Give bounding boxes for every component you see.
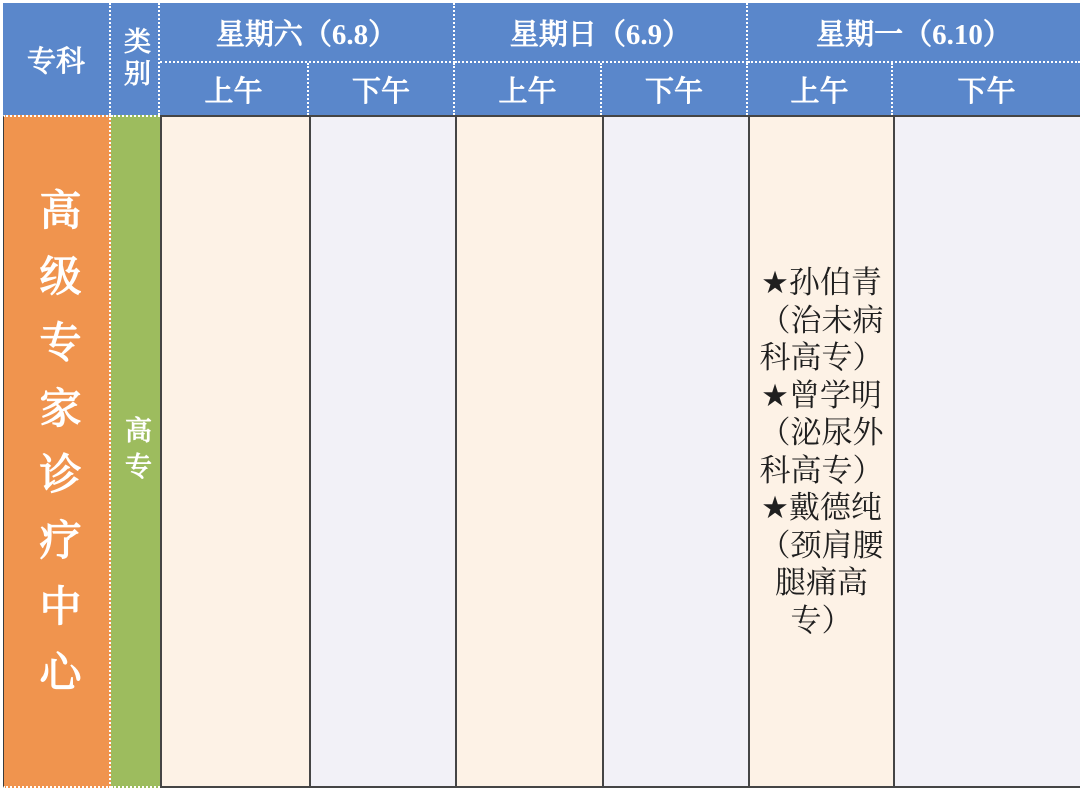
specialty-row-label: 高级专家诊疗中心	[33, 187, 80, 716]
schedule-cell-monday-pm	[893, 115, 1080, 788]
doctor-line: 腿痛高	[775, 565, 868, 600]
schedule-cell-sunday-pm	[602, 115, 748, 788]
corner-specialty-label: 专科	[26, 45, 85, 78]
doctor-line: ★曾学明	[761, 377, 882, 413]
category-row-label: 高专	[121, 415, 151, 488]
schedule-table	[3, 3, 1080, 788]
doctor-line: （颈肩腰	[759, 527, 884, 563]
period-label: 上午	[498, 75, 557, 108]
period-header-sunday-am	[455, 63, 602, 115]
doctor-line: （治未病	[759, 302, 884, 338]
schedule-cell-sunday-am	[455, 115, 602, 788]
day-header-saturday-label: 星期六（6.8）	[215, 18, 398, 51]
period-label: 下午	[351, 75, 410, 108]
day-header-monday-label: 星期一（6.10）	[816, 18, 1012, 51]
period-header-monday-pm	[893, 63, 1080, 115]
doctor-line: ★戴德纯	[761, 490, 882, 525]
period-label: 下午	[957, 75, 1016, 108]
period-header-saturday-am	[160, 63, 309, 115]
corner-specialty-header	[3, 3, 111, 115]
doctor-line: 专）	[790, 602, 853, 638]
period-label: 上午	[204, 75, 263, 108]
doctor-line: 科高专）	[759, 452, 884, 488]
corner-category-label: 类别	[120, 27, 150, 91]
period-header-saturday-pm	[309, 63, 455, 115]
specialty-row-header	[3, 115, 111, 788]
corner-category-header	[111, 3, 160, 115]
schedule-cell-monday-am	[748, 115, 893, 788]
doctor-list	[760, 264, 884, 639]
period-header-monday-am	[748, 63, 893, 115]
schedule-cell-saturday-pm	[309, 115, 455, 788]
day-header-sunday-label: 星期日（6.9）	[509, 18, 692, 51]
day-header-sunday	[455, 3, 748, 63]
doctor-line: （泌尿外	[759, 415, 884, 450]
doctor-line: ★孙伯青	[761, 265, 882, 300]
day-header-saturday	[160, 3, 455, 63]
doctor-line: 科高专）	[759, 340, 884, 375]
period-label: 上午	[790, 75, 849, 108]
day-header-monday	[748, 3, 1080, 63]
period-header-sunday-pm	[602, 63, 748, 115]
schedule-cell-saturday-am	[160, 115, 309, 788]
category-row-header	[111, 115, 160, 788]
period-label: 下午	[644, 75, 703, 108]
